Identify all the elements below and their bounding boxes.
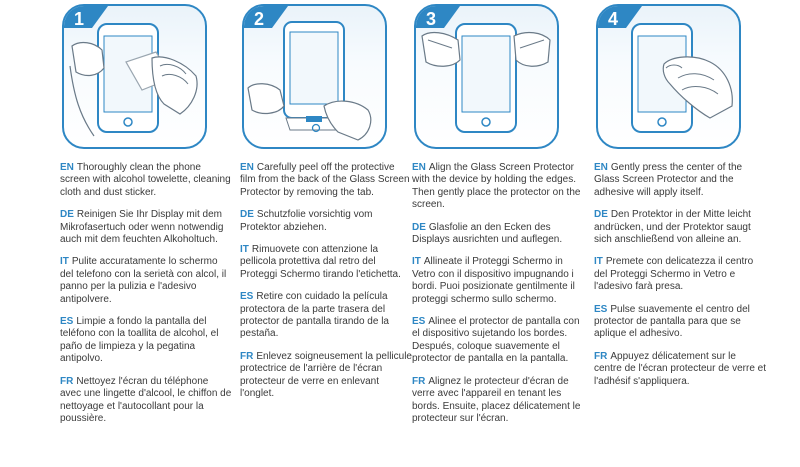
press-center-icon (598, 6, 739, 147)
step-2-es: ES Retire con cuidado la película protectora de la parte trasera del protector de pantalla tirando de la pestaña. (240, 291, 389, 340)
step-4-text (594, 162, 766, 398)
step-4 (594, 0, 767, 467)
svg-text:3: 3 (426, 9, 437, 29)
align-protector-icon (416, 6, 557, 147)
peel-protector-tab-icon (244, 6, 385, 147)
step-3-de: DE Glasfolie an den Ecken des Displays ausrichten und auflegen. (412, 221, 563, 246)
phone-cleaning-wipe-icon (64, 6, 205, 147)
step-3-it: IT Allineate il Proteggi Schermo in Vetro con il dispositivo impugnando i bordi. Puoi posizionate gentilmente il proteggi schermo sullo schermo. (412, 256, 575, 305)
step-2-text (240, 162, 412, 411)
step-3-en: EN Align the Glass Screen Protector with the device by holding the edges. Then gently place the protector on the screen. (412, 162, 581, 211)
step-4-illustration (596, 4, 741, 149)
step-3-es: ES Alinee el protector de pantalla con el dispositivo sujetando los bordes. Después, coloque suavemente el protector de pantalla en la pantalla. (412, 316, 580, 365)
step-1-en: EN Thoroughly clean the phone screen with alcohol towelette, cleaning cloth and dust sticker. (60, 162, 231, 198)
step-3-illustration (414, 4, 559, 149)
step-1-de: DE Reinigen Sie Ihr Display mit dem Mikrofasertuch oder wenn notwendig auch mit dem feuchten Alkoholtuch. (60, 209, 224, 246)
step-4-fr: FR Appuyez délicatement sur le centre de l'écran protecteur de verre et l'adhésif s'appliquera. (594, 350, 767, 387)
step-2 (240, 0, 410, 467)
step-1-es: ES Limpie a fondo la pantalla del teléfono con la toallita de alcohol, el paño de limpieza y la pegatina antipolvo. (60, 316, 219, 365)
step-1-it: IT Pulite accuratamente lo schermo del telefono con la serietà con alcol, il panno per la pulizia e l'adesivo antipolvere. (60, 256, 227, 305)
step-1 (60, 0, 230, 467)
step-2-it: IT Rimuovete con attenzione la pellicola protettiva dal retro del Proteggi Schermo tirando l'etichetta. (240, 244, 401, 280)
step-1-fr: FR Nettoyez l'écran du téléphone avec une lingette d'alcool, le chiffon de nettoyage et l'autocollant pour la poussière. (60, 375, 232, 424)
step-2-de: DE Schutzfolie vorsichtig vom Protektor abziehen. (240, 209, 373, 233)
svg-text:1: 1 (74, 9, 85, 29)
step-3 (412, 0, 582, 467)
step-3-fr: FR Alignez le protecteur d'écran de verre avec l'appareil en tenant les bords. Ensuite, placez délicatement le protecteur sur l'écran. (412, 375, 581, 424)
step-3-text (412, 162, 584, 435)
svg-text:2: 2 (254, 9, 265, 29)
step-4-es: ES Pulse suavemente el centro del protector de pantalla para que se aplique el adhesivo. (594, 303, 750, 340)
svg-text:4: 4 (608, 9, 619, 29)
step-4-en: EN Gently press the center of the Glass Screen Protector and the adhesive will apply itself. (594, 162, 743, 198)
step-4-de: DE Den Protektor in der Mitte leicht andrücken, und der Protektor saugt sich anschließend von alleine an. (594, 209, 751, 246)
step-2-en: EN Carefully peel off the protective film from the back of the Glass Screen Protector by removing the tab. (240, 162, 410, 198)
step-1-text (60, 162, 232, 435)
step-1-illustration (62, 4, 207, 149)
step-2-fr: FR Enlevez soigneusement la pellicule protectrice de l'arrière de l'écran protecteur de verre en enlevant l'onglet. (240, 350, 412, 400)
step-4-it: IT Premete con delicatezza il centro del Proteggi Schermo in Vetro e l'adesivo farà presa. (594, 256, 754, 293)
step-2-illustration (242, 4, 387, 149)
